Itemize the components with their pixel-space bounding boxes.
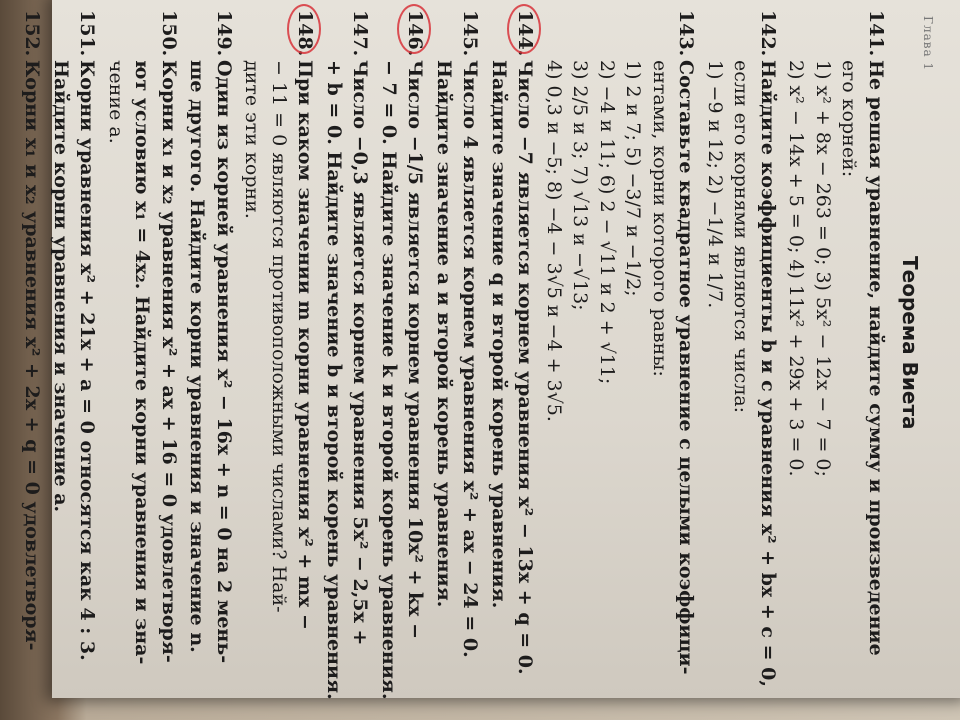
problem-text-line: При каком значении m корни уравнения x² + mx −: [294, 60, 317, 630]
problem-number: 150.: [158, 10, 180, 57]
problem-text-line: Корни x₁ и x₂ уравнения x² + ax + 16 = 0 удовлетворя-: [158, 60, 180, 663]
page-content: [21, 6, 940, 706]
problem-text-line: если его корнями являются числа:: [730, 60, 753, 414]
problem-text-line: ше другого. Найдите корни уравнения и значение n.: [186, 60, 209, 653]
problem-text-line: дите эти корни.: [241, 60, 264, 219]
problem-number: 148.: [294, 10, 317, 57]
running-header: Глава 1: [921, 16, 935, 72]
problem-text-line: ентами, корни которого равны:: [649, 60, 671, 377]
problem-text-line: ют условию x₁ = 4x₂. Найдите корни уравнения и зна-: [131, 60, 154, 665]
problem-text-line: его корней:: [838, 60, 861, 178]
problem-text-line: 2) −4 и 11; 6) 2 − √11 и 2 + √11;: [596, 60, 618, 385]
problem-text-line: + b = 0. Найдите значение b и второй корень уравнения.: [323, 60, 345, 700]
problem-text-line: Найдите значение a и второй корень уравнения.: [433, 60, 455, 608]
problem-text-line: 4) 0,3 и −5; 8) −4 − 3√5 и −4 + 3√5.: [543, 60, 565, 422]
problem-text-line: 1) −9 и 12; 2) −1/4 и 1/7.: [704, 60, 726, 309]
problem-number: 149.: [213, 10, 235, 57]
problem-number: 151.: [76, 10, 99, 57]
problem-text-line: Число −1/5 является корнем уравнения 10x² + kx −: [404, 60, 427, 640]
problem-number: 143.: [675, 10, 698, 57]
problem-number: 147.: [349, 10, 372, 57]
problem-text-line: − 11 = 0 являются противоположными числами? Най-: [268, 60, 290, 613]
problem-number: 142.: [757, 10, 779, 57]
section-title: Теорема Виета: [898, 256, 922, 430]
problem-number: 145.: [459, 10, 482, 57]
problem-text-line: 3) 2/5 и 3; 7) √13 и −√13;: [569, 60, 592, 311]
problem-text-line: 1) 2 и 7; 5) −3/7 и −1/2;: [622, 60, 645, 297]
problem-number: 152.: [21, 10, 44, 57]
problem-text-line: Один из корней уравнения x² − 16x + n = 0 на 2 мень-: [213, 60, 235, 664]
problem-text-line: Число 4 является корнем уравнения x² + ax − 24 = 0.: [459, 60, 482, 658]
problem-text-line: Составьте квадратное уравнение с целыми коэффици-: [675, 60, 698, 675]
problem-text-line: Найдите корни уравнения и значение a.: [50, 60, 72, 513]
problem-text-line: Число −0,3 является корнем уравнения 5x² − 2,5x +: [349, 60, 372, 646]
problem-text-line: 2) x² − 14x + 5 = 0; 4) 11x² + 29x + 3 = 0.: [785, 60, 808, 477]
problem-number: 144.: [514, 10, 537, 57]
problem-text-line: 1) x² + 8x − 263 = 0; 3) 5x² − 12x − 7 = 0;: [812, 60, 834, 477]
problem-text-line: − 7 = 0. Найдите значение k и второй корень уравнения.: [378, 60, 400, 700]
problem-text-line: Корни уравнения x² + 21x + a = 0 относятся как 4 : 3.: [76, 60, 99, 661]
problem-text-line: чение a.: [105, 60, 127, 144]
problem-text-line: Число −7 является корнем уравнения x² − 13x + q = 0.: [514, 60, 537, 675]
problem-number: 141.: [865, 10, 887, 57]
problem-text-line: Не решая уравнение, найдите сумму и произведение: [865, 60, 887, 656]
problem-text-line: Корни x₁ и x₂ уравнения x² + 2x + q = 0 удовлетворя-: [21, 60, 44, 651]
problem-text-line: Найдите значение q и второй корень уравнения.: [488, 60, 510, 609]
problem-text-line: Найдите коэффициенты b и c уравнения x² + bx + c = 0,: [757, 60, 779, 687]
problem-number: 146.: [404, 10, 427, 57]
